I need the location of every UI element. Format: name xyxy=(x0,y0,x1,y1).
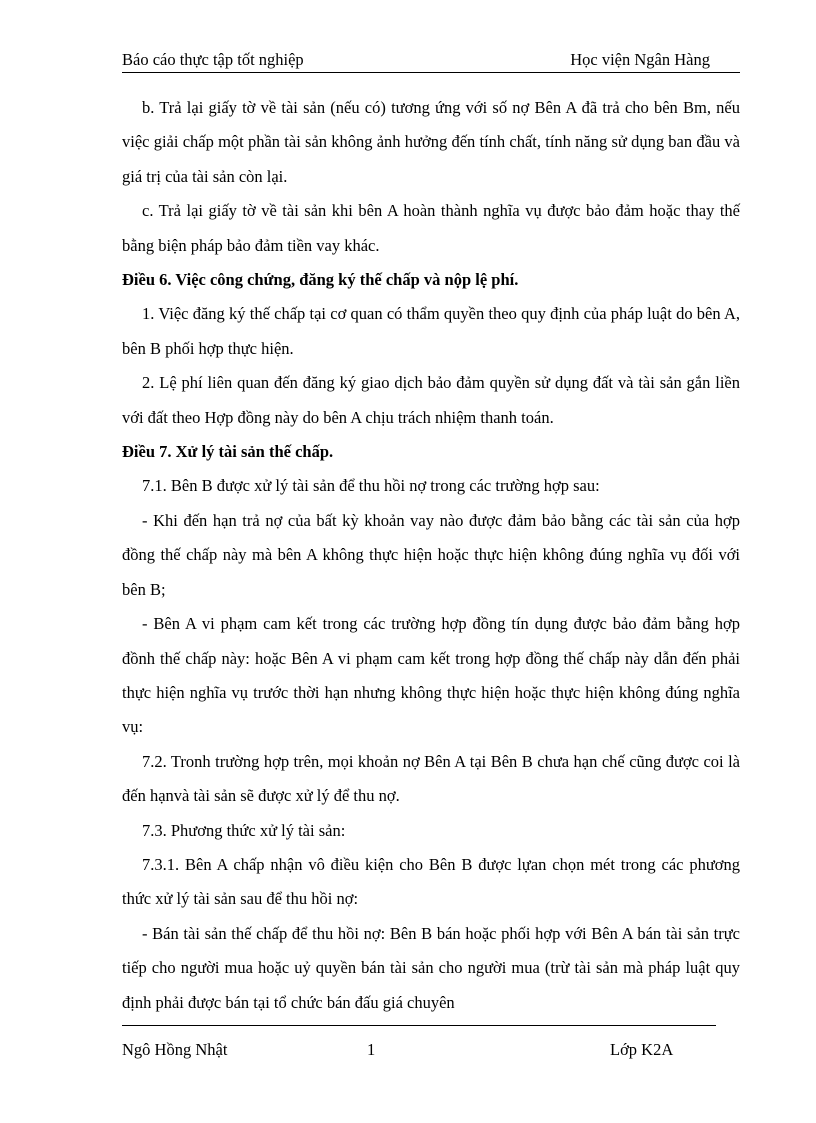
article-7-heading: Điều 7. Xử lý tài sản thế chấp. xyxy=(122,442,334,462)
footer-author: Ngô Hồng Nhật xyxy=(122,1040,228,1059)
paragraph-item-c: c. Trả lại giấy tờ về tài sản khi bên A hoàn thành nghĩa vụ được bảo đảm hoặc thay thế bằng biện pháp bảo đảm tiền vay khác. xyxy=(122,201,740,255)
footer-divider xyxy=(122,1025,716,1026)
paragraph-7-1: 7.1. Bên B được xử lý tài sản để thu hồi nợ trong các trường hợp sau: xyxy=(142,476,600,496)
paragraph-7-3-1-bullet-1: - Bán tài sản thế chấp để thu hồi nợ: Bên B bán hoặc phối hợp với Bên A bán tài sản trực tiếp cho người mua hoặc uỷ quyền bán tài sản cho người mua (trừ tài sản mà pháp luật quy định phải được bán tại tổ chức bán đấu giá chuyên xyxy=(122,923,740,1012)
header-report-title: Báo cáo thực tập tốt nghiệp xyxy=(122,50,304,69)
document-body xyxy=(122,91,740,1020)
paragraph-7-3-1: 7.3.1. Bên A chấp nhận vô điều kiện cho Bên B được lựan chọn mét trong các phương thức xử lý tài sản sau để thu hồi nợ: xyxy=(122,854,740,909)
paragraph-6-1: 1. Việc đăng ký thế chấp tại cơ quan có thẩm quyền theo quy định của pháp luật do bên A, bên B phối hợp thực hiện. xyxy=(122,304,740,358)
footer-page-number: 1 xyxy=(367,1040,376,1059)
footer-class: Lớp K2A xyxy=(610,1040,674,1059)
article-6-heading: Điều 6. Việc công chứng, đăng ký thế chấp và nộp lệ phí. xyxy=(122,270,519,290)
paragraph-6-2: 2. Lệ phí liên quan đến đăng ký giao dịch bảo đảm quyền sử dụng đất và tài sản gắn liền với đất theo Hợp đồng này do bên A chịu trách nhiệm thanh toán. xyxy=(122,373,740,427)
paragraph-7-3: 7.3. Phương thức xử lý tài sản: xyxy=(142,820,346,840)
paragraph-7-1-bullet-2: - Bên A vi phạm cam kết trong các trường hợp đồng tín dụng được bảo đảm bằng hợp đồnh thế chấp này: hoặc Bên A vi phạm cam kết trong hợp đồng thế chấp này dẫn đến phải thực hiện nghĩa vụ trước thời hạn nhưng không thực hiện hoặc thực hiện không đúng nghĩa vụ: xyxy=(122,614,740,737)
paragraph-item-b: b. Trả lại giấy tờ về tài sản (nếu có) tương ứng với số nợ Bên A đã trả cho bên Bm, nếu việc giải chấp một phần tài sản không ảnh hưởng đến tính chất, tính năng sử dụng ban đầu và giá trị của tài sản còn lại. xyxy=(122,98,740,186)
paragraph-7-2: 7.2. Tronh trường hợp trên, mọi khoản nợ Bên A tại Bên B chưa hạn chế cũng được coi là đến hạnvà tài sản sẽ được xử lý để thu nợ. xyxy=(122,751,740,806)
page-header xyxy=(122,50,740,73)
header-institution: Học viện Ngân Hàng xyxy=(570,50,710,69)
paragraph-7-1-bullet-1: - Khi đến hạn trả nợ của bất kỳ khoản vay nào được đảm bảo bằng các tài sản của hợp đồng thế chấp này mà bên A không thực hiện hoặc thực hiện không đúng nghĩa vụ đối với bên B; xyxy=(122,510,740,599)
